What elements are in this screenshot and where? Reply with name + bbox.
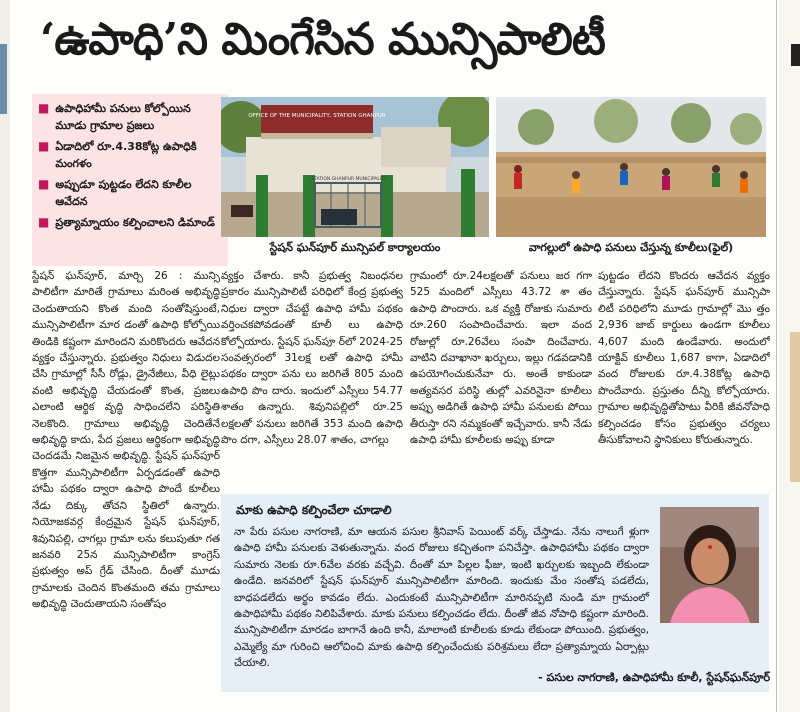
article-paragraph: పుట్టడం లేదని కొందరు ఆవేదన వ్యక్తం చేస్తున్నారు. స్టేషన్ ఘన్‌పూర్ మున్సిపా లిటీ పరిధిలోని మూడు గ్రామాల్లో మొ త్తం 2,936 జాబ్ కార్డులు ఉండగా కూలీలు 4,607 మంది ఉండేవారు. అందులో యాక్టివ్ కూలీలు 1,687 కాగా, ఏడాదిలో వంద రోజులకు రూ.4.38కోట్ల ఉపాధి పొందేవారు. ప్రస్తుతం దీన్ని కోల్పోయారు. గ్రామాల అభివృద్ధితోపాటు వీరికి జీవనోపాధి కల్పించడం కోసం ప్రభుత్వం చర్యలు తీసుకోవాలని స్థానికులు కోరుతున్నారు. <box>598 270 770 447</box>
bullet-icon: ■ <box>38 215 50 229</box>
article-paragraph: స్టేషన్ ఘన్‌పూర్, మార్చి 26 : మున్సి పాలిటీగా మారితే గ్రామాలు మరింత అభివృద్ధి చెందుతాయని కొంత మంది సంతోషిస్తుంటే, మున్సిపాలిటీగా మార డంతో ఉపాధి కోల్పోయి తిండికి కష్టంగా మారిందని మరికొందరు ఆవేదన వ్యక్తం చేస్తున్నారు. ప్రభుత్వం నిధులు విడుదల చేసి గ్రామాల్లో సీసీ రోడ్లు, డ్రైనేజీలు, వీధి లైట్లు వంటి అభివృద్ధి చేయడంతో కొంత, ప్రజలు ఎలాంటి ఆర్థిక వృద్ధి సాధించలేని పరిస్థితి నెలకొంది. గ్రామాలు అభివృద్ధి చెందితేనే అభివృద్ధి కాదు, పేద ప్రజలు ఆర్థికంగా అభివృద్ధి చెందడమే నిజమైన అభివృద్ధి. స్టేషన్ ఘన్‌పూర్ కొత్తగా మున్సిపాలిటీగా ఏర్పడడంతో ఉపాధి హామీ పథకం ద్వారా ఉపాధి పొందే కూలీలు నేడు దిక్కు తోచని స్థితిలో ఉన్నారు. నియోజకవర్గ కేంద్రమైన స్టేషన్ ఘన్‌పూర్, శివునిపల్లి, చాగల్లు గ్రామా లను కలుపుతూ గత జనవరి 25న మున్సిపాలిటీగా కాంగ్రెస్ ప్రభుత్వం అప్ గ్రేడ్ చేసింది. దీంతో మూడు గ్రామాలకు చెందిన కొంతమంది తమ గ్రామాలు అభివృద్ధి చెందుతాయని సంతోషం <box>32 270 220 611</box>
highlight-text: ఏడాదిలో రూ.4.38కోట్ల ఉపాధికి మంగళం <box>55 140 197 170</box>
quote-signature: - పసుల నాగరాణి, ఉపాధిహామీ కూలీ, స్టేషన్‌ఘన్‌పూర్ <box>538 671 770 684</box>
article-column-3 <box>410 268 592 488</box>
highlight-item <box>38 214 222 231</box>
highlight-item <box>38 176 222 210</box>
right-divider <box>776 0 777 712</box>
right-edge-image <box>790 332 800 482</box>
workers-photo <box>496 97 766 237</box>
bullet-icon: ■ <box>38 101 50 115</box>
highlight-item <box>38 100 222 134</box>
bullet-icon: ■ <box>38 139 50 153</box>
headline: ‘ఉపాధి’ని మింగేసిన మున్సిపాలిటీ <box>40 14 605 65</box>
right-edge-block <box>791 44 800 66</box>
highlight-item <box>38 138 222 172</box>
bullet-icon: ■ <box>38 177 50 191</box>
highlights-box <box>32 94 228 266</box>
left-edge-image <box>0 44 7 114</box>
photo1-caption: స్టేషన్ ఘన్‌పూర్ మున్సిపల్ కార్యాలయం <box>269 241 441 254</box>
article-column-2 <box>221 268 403 488</box>
highlight-text: ఉపాధిహామీ పనులు కోల్పోయిన మూడు గ్రామాల ప్రజలు <box>55 102 191 132</box>
article-column-4 <box>598 268 770 488</box>
article-paragraph: గ్రామంలో రూ.24లక్షలతో పనులు జర గగా 525 మందిలో ఎస్సీలు 43.72 శా తం ఉపాధి పొందారు. ఒక వ్యక్తి రోజుకు సుమారు రూ.260 సంపాదించేవారు. ఇలా వంద రోజుల్లో రూ.26వేలు సంపా దించేవారు. వాటిని దవాఖానా ఖర్చులు, ఇల్లు గడవడానికి ఉపయోగించుకునేవా రు. అంతే కాకుండా అత్యవసర పరిస్థి తుల్లో ఎవరినైనా కూలీలు అప్పు అడిగితే ఉపాధి హామీ పనులకు పోయి తీరుస్తా రని నమ్మకంతో ఇచ్చేవారు. కానీ నేడు ఉపాధి హామీ కూలీలకు అప్పు కూడా <box>410 270 592 447</box>
article-paragraph: వ్యక్తం చేశారు. కానీ ప్రభుత్వ నిబంధనల ప్రకారం మున్సిపాలిటీ పరిధిలో కేంద్ర ప్రభుత్వ నిధుల ద్వారా చేపట్టే ఉపాధి హామీ పథకం వర్తించకపోవడంతో కూలీ లు ఉపాధి కోల్పోయారు. స్టేషన్ ఘన్‌పూ ర్‌లో 2024-25 సంవత్సరంలో 31లక్ష లతో ఉపాధి హామీ పథకం ద్వారా పను లు జరిగితే 805 మంది ఉపాధి పొం దారు. ఇందులో ఎస్సీలు 54.77 శాతం ఉన్నారు. శివునిపల్లిలో రూ.25 లక్షలతో పనులు జరిగితే 353 మంది ఉపాధి పొం దగా, ఎస్సీలు 28.07 శాతం, చాగల్లు <box>221 270 403 447</box>
quote-box-title: మాకు ఉపాధి కల్పించేలా చూడాలి <box>236 503 392 517</box>
quote-box-text: నా పేరు పసుల నాగరాణి, మా ఆయన పసుల శ్రీనివాస్ పెయింట్ వర్క్ చేస్తాడు. నేను నాలుగే ళ్లుగా ఉపాధి హామీ పనులకు వెళుతున్నాను. వంద రోజులు కచ్చితంగా పనిచేస్తా. ఉపాధిహామీ పథకం ద్వారా సుమారు నెలకు రూ.6వేల వరకు వచ్చేవి. దీంతో మా పిల్లల ఫీజు, ఇంటి ఖర్చులకు ఇబ్బంది లేకుండా ఉండేది. జనవరిలో స్టేషన్ ఘన్‌పూర్ మున్సిపాలిటీగా మారింది. ఇందుకు మేం సంతోష పడలేదు, బాధపడలేదు అర్థం కావడం లేదు. ఎందుకంటే మున్సిపాలిటీగా మారినప్పటి నుండి మా గ్రామంలో ఉపాధిహామీ పథకం నిలిపివేశారు. మాకు పనులు కల్పించడం లేదు. దీంతో జీవ నోపాధి కష్టంగా మారింది. మున్సిపాలిటీగా మారడం బాగానే ఉంది కానీ, మాలాంటి కూలీలకు కూడు లేకుండా పోయింది. ప్రభుత్వం, ఎమ్మెల్యే మా గురించి ఆలోచించి మాకు ఉపాధి కల్పించేందుకు పరిశ్రమలు లేదా ప్రత్యామ్నాయ ఏర్పాట్లు చేయాలి. <box>234 526 649 670</box>
municipal-office-photo <box>221 97 489 237</box>
gate-sign-text: STATION GHANPUR MUNICIPALITY <box>311 177 387 182</box>
article-column-1 <box>32 268 220 698</box>
photo2-caption: వాగల్లులో ఉపాధి పనులు చేస్తున్న కూలీలు(ఫైల్) <box>528 241 734 254</box>
highlight-text: ప్రత్యామ్నాయం కల్పించాలని డిమాండ్ <box>55 216 215 229</box>
highlight-text: అప్పుడూ పుట్టడం లేదని కూలీల ఆవేదన <box>55 178 192 208</box>
woman-portrait <box>660 507 759 623</box>
office-sign-text: OFFICE OF THE MUNICIPALITY, STATION GHANPUR <box>248 113 386 119</box>
